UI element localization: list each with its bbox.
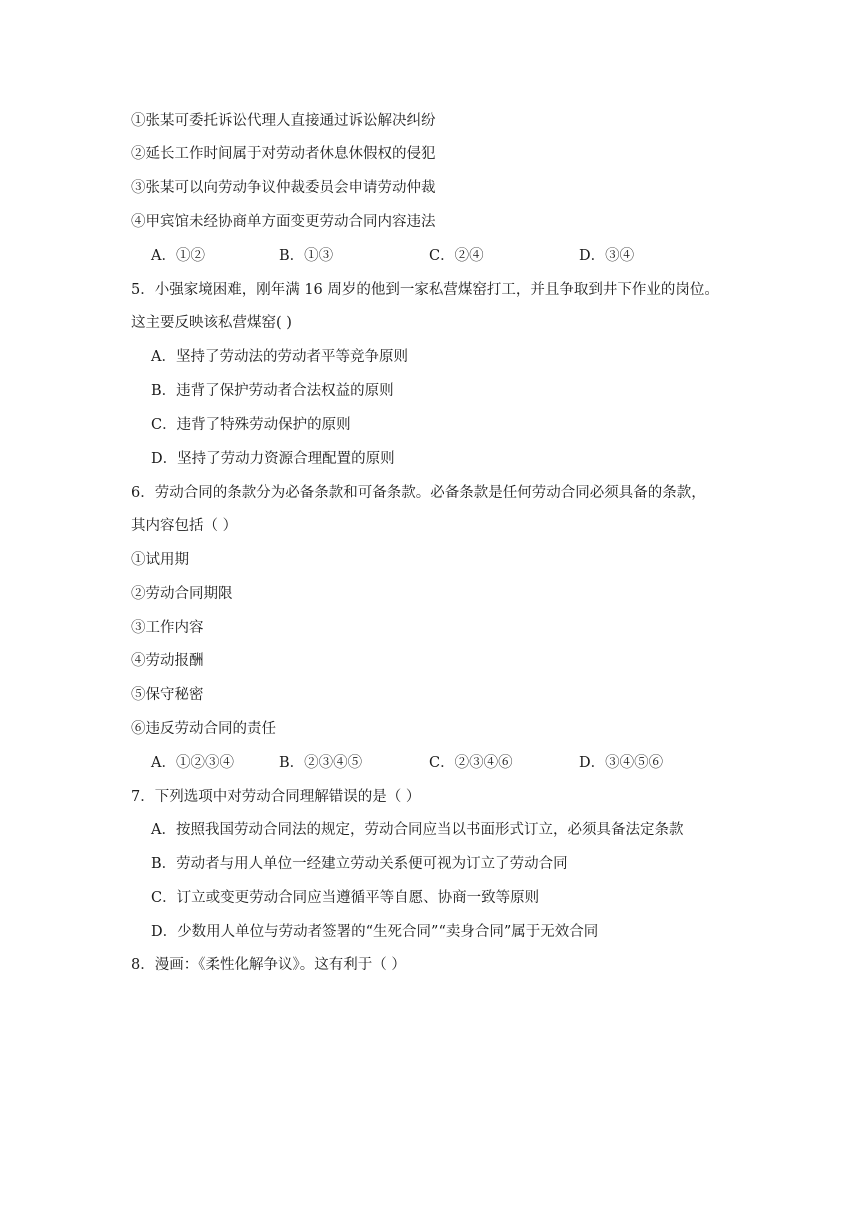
q4-option-c[interactable]: C．②④ bbox=[429, 248, 484, 264]
q7-option-a[interactable]: A．按照我国劳动合同法的规定，劳动合同应当以书面形式订立，必须具备法定条款 bbox=[151, 822, 684, 838]
q6-option-c[interactable]: C．②③④⑥ bbox=[429, 755, 513, 771]
q7-option-d[interactable]: D．少数用人单位与劳动者签署的“生死合同”“卖身合同”属于无效合同 bbox=[151, 924, 599, 940]
q6-statement-4: ④劳动报酬 bbox=[131, 653, 204, 669]
q6-stem-line-2: 其内容包括（ ） bbox=[131, 518, 238, 534]
q4-statement-3: ③张某可以向劳动争议仲裁委员会申请劳动仲裁 bbox=[131, 180, 436, 196]
q4-statement-2: ②延长工作时间属于对劳动者休息休假权的侵犯 bbox=[131, 146, 436, 162]
q6-options bbox=[151, 753, 731, 773]
q7-stem: 7．下列选项中对劳动合同理解错误的是（ ） bbox=[131, 789, 421, 805]
q6-statement-3: ③工作内容 bbox=[131, 620, 204, 636]
q8-stem: 8．漫画：《柔性化解争议》。这有利于（ ） bbox=[131, 957, 406, 973]
q5-option-d[interactable]: D．坚持了劳动力资源合理配置的原则 bbox=[151, 451, 395, 467]
q7-option-c[interactable]: C．订立或变更劳动合同应当遵循平等自愿、协商一致等原则 bbox=[151, 890, 540, 906]
q6-option-d[interactable]: D．③④⑤⑥ bbox=[579, 755, 664, 771]
q4-statement-1: ①张某可委托诉讼代理人直接通过诉讼解决纠纷 bbox=[131, 113, 436, 129]
q5-option-b[interactable]: B．违背了保护劳动者合法权益的原则 bbox=[151, 383, 394, 399]
q6-option-b[interactable]: B．②③④⑤ bbox=[279, 755, 363, 771]
q6-statement-2: ②劳动合同期限 bbox=[131, 586, 233, 602]
q4-option-b[interactable]: B．①③ bbox=[279, 248, 334, 264]
q5-option-a[interactable]: A．坚持了劳动法的劳动者平等竞争原则 bbox=[151, 349, 408, 365]
q7-option-b[interactable]: B．劳动者与用人单位一经建立劳动关系便可视为订立了劳动合同 bbox=[151, 856, 568, 872]
q5-stem-line-1: 5．小强家境困难，刚年满 16 周岁的他到一家私营煤窑打工，并且争取到井下作业的岗位。 bbox=[131, 282, 719, 298]
q6-statement-5: ⑤保守秘密 bbox=[131, 687, 204, 703]
q4-option-d[interactable]: D．③④ bbox=[579, 248, 635, 264]
q6-option-a[interactable]: A．①②③④ bbox=[151, 755, 234, 771]
q4-statement-4: ④甲宾馆未经协商单方面变更劳动合同内容违法 bbox=[131, 214, 436, 230]
q4-option-a[interactable]: A．①② bbox=[151, 248, 205, 264]
q4-options bbox=[151, 246, 731, 266]
q5-option-c[interactable]: C．违背了特殊劳动保护的原则 bbox=[151, 417, 351, 433]
q5-stem-line-2: 这主要反映该私营煤窑( ) bbox=[131, 315, 292, 331]
q6-stem-line-1: 6．劳动合同的条款分为必备条款和可备条款。必备条款是任何劳动合同必须具备的条款， bbox=[131, 485, 706, 501]
q6-statement-6: ⑥违反劳动合同的责任 bbox=[131, 721, 276, 737]
q6-statement-1: ①试用期 bbox=[131, 552, 189, 568]
